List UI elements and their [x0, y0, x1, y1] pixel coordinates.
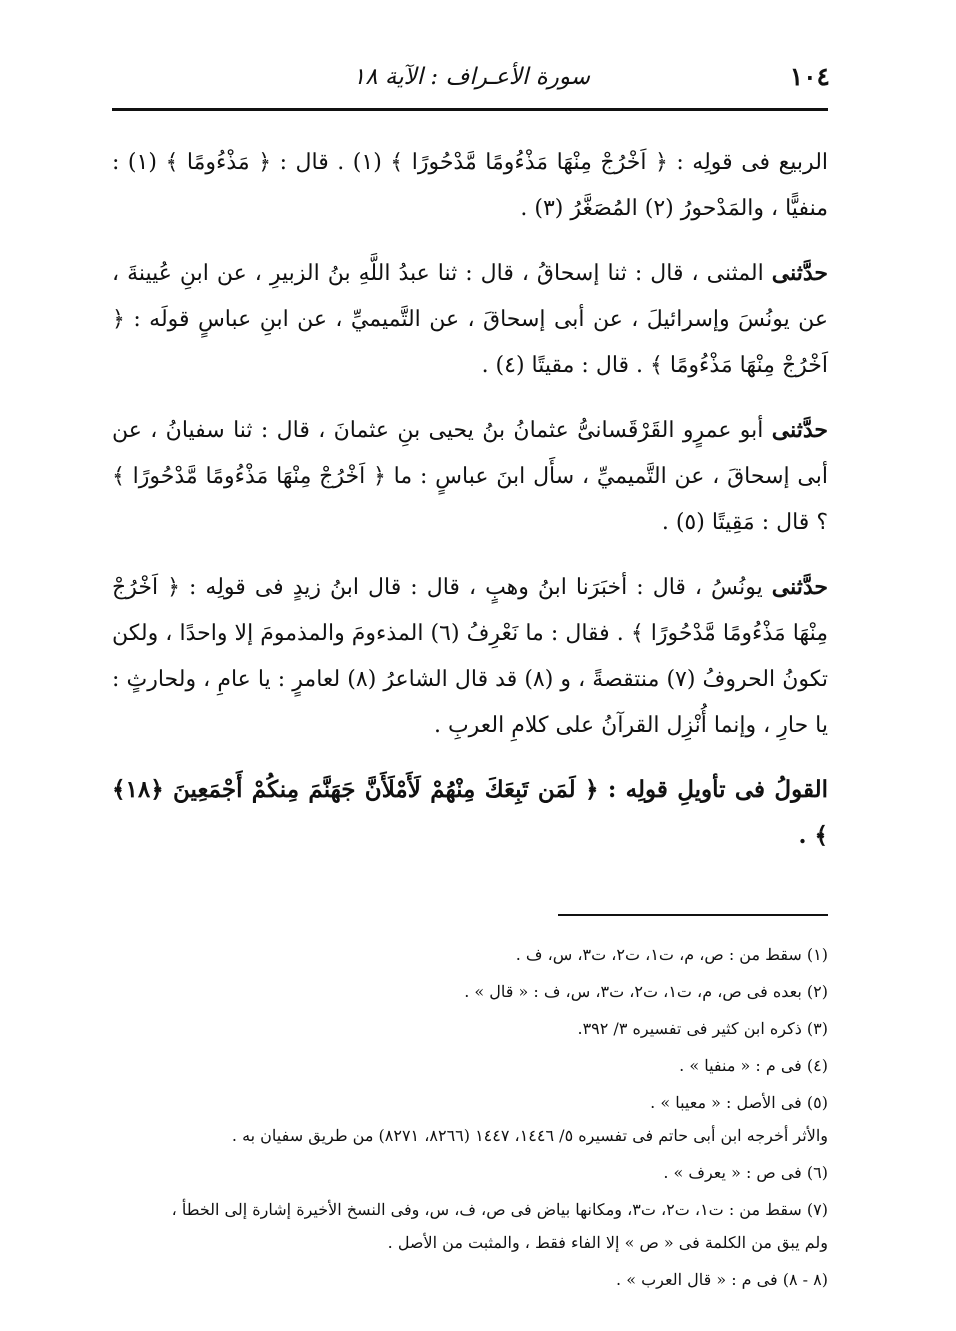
footnote-3: (٣) ذكره ابن كثير فى تفسيره ٣/ ٣٩٢. [577, 1019, 828, 1038]
paragraph-2-text: المثنى ، قال : ثنا إسحاقُ ، قال : ثنا عبدُ اللَّهِ بنُ الزبيرِ ، عن ابنِ عُيينةَ ، عن يونُسَ وإسرائيلَ ، عن أبى إسحاقَ ، عن التَّميميِّ ، عن ابنِ عباسٍ قولَه : ﴿ اَخْرُجْ مِنْهَا مَذْءُومًا ﴾ . قال : مقيتًا (٤) . [112, 261, 828, 378]
footnote-1: (١) سقط من : ص، م، ت١، ت٢، ت٣، س، ف . [515, 945, 828, 964]
page-number: ١٠٤ [789, 62, 830, 91]
header-rule [112, 108, 828, 111]
footnote-6: (٦) فى ص : « يعرف » . [663, 1163, 828, 1182]
paragraph-2-lead: حدَّثنى [771, 260, 828, 286]
footnote-4: (٤) فى م : « منفيا » . [679, 1056, 828, 1075]
footnote-rule [558, 914, 828, 916]
paragraph-4-lead: حدَّثنى [771, 574, 828, 600]
paragraph-3 [112, 407, 828, 546]
footnotes [112, 940, 828, 1302]
footnote-7-continuation: ولم يبق من الكلمة فى « ص » إلا الفاء فقط ، والمثبت من الأصل . [387, 1233, 828, 1252]
paragraph-4-text: يونُسُ ، قال : أخبَرَنا ابنُ وهبٍ ، قال : قال ابنُ زيدٍ فى قولِه : ﴿ اَخْرُجْ مِنْهَا مَذْءُومًا مَّدْحُورًا ﴾ . فقال : ما نَعْرِفُ (٦) المذءومَ والمذمومَ إلا واحدًا ، ولكن تكونُ الحروفُ (٧) منتقصةً ، و (٨) قد قال الشاعرُ (٨) لعامرٍ : يا عامِ ، ولحارثٍ : يا حارِ ، وإنما أُنْزِل القرآنُ على كلامِ العربِ . [112, 575, 828, 738]
footnote-8: (٨ - ٨) فى م : « قال العرب » . [616, 1270, 828, 1289]
page-header [110, 62, 830, 102]
running-title: سورة الأعـراف : الآية ١٨ [352, 64, 590, 90]
paragraph-3-lead: حدَّثنى [771, 417, 828, 443]
footnote-5-continuation: والأثر أخرجه ابن أبى حاتم فى تفسيره ٥/ ١٤٤٦، ١٤٤٧ (٨٢٦٦، ٨٢٧١) من طريق سفيان به . [231, 1126, 828, 1145]
main-text [112, 140, 828, 877]
paragraph-2 [112, 250, 828, 389]
footnote-5: (٥) فى الأصل : « معيبا » . [650, 1093, 828, 1112]
paragraph-3-text: أبو عمرٍو القَرْقَسانىُّ عثمانُ بنُ يحيى بنِ عثمانَ ، قال : ثنا سفيانُ ، عن أبى إسحاقَ ، عن التَّميميِّ ، سأَل ابنَ عباسٍ : ما ﴿ اَخْرُجْ مِنْهَا مَذْءُومًا مَّدْحُورًا ﴾ ؟ قال : مَقِيتًا (٥) . [112, 418, 828, 535]
paragraph-4 [112, 564, 828, 749]
paragraph-1: الربيع فى قولِه : ﴿ اَخْرُجْ مِنْهَا مَذْءُومًا مَّدْحُورًا ﴾ (١) . قال : ﴿ مَذْءُومًا ﴾ (١) : منفيًّا ، والمَدْحورُ (٢) المُصَغَّرُ (٣) . [112, 150, 829, 221]
section-heading: القولُ فى تأويلِ قولِه : ﴿ لَمَن تَبِعَكَ مِنْهُمْ لَأَمْلَأَنَّ جَهَنَّمَ مِنكُمْ أَجْمَعِينَ ﴿١٨﴾ ﴾ . [112, 776, 828, 849]
footnote-2: (٢) بعده فى ص، م، ت١، ت٢، ت٣، س، ف : « قال » . [464, 982, 828, 1001]
footnote-7: (٧) سقط من : ت١، ت٢، ت٣، ومكانها بياض فى ص، ف، س، وفى النسخ الأخيرة إشارة إلى الخطأ ، [171, 1200, 828, 1219]
